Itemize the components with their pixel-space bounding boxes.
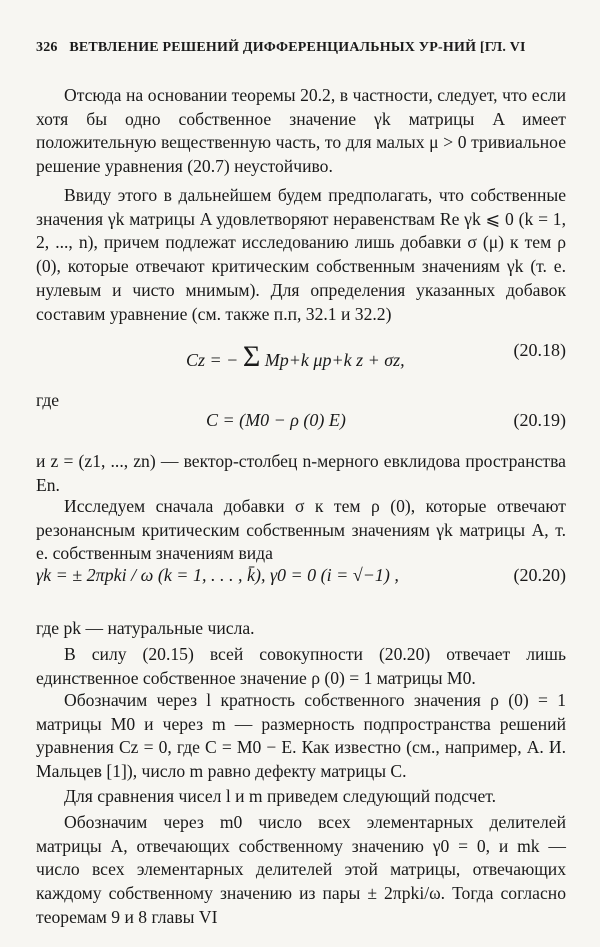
- paragraph-2: Ввиду этого в дальнейшем будем предполагать, что собственные значения γk матрицы A удовлетворяют неравенствам Re γk ⩽ 0 (k = 1, 2, ..., n), причем подлежат исследованию лишь добавки σ (μ) к тем ρ (0), которые отвечают критическим собственным значениям γk (т. е. нулевым и чисто мнимым). Для определения указанных добавок составим уравнение (см. также п.п, 32.1 и 32.2): [36, 185, 566, 324]
- paragraph-6: В силу (20.15) всей совокупности (20.20) отвечает лишь единственное собственное значение ρ (0) = 1 матрицы M0.: [36, 644, 566, 688]
- paragraph-3: и z = (z1, ..., zn) — вектор-столбец n-мерного евклидова пространства En.: [36, 451, 566, 495]
- formula-20-19-expression: C = (M0 − ρ (0) E): [206, 410, 346, 430]
- paragraph-1: Отсюда на основании теоремы 20.2, в частности, следует, что если хотя бы одно собственное значение γk матрицы A имеет положительную вещественную часть, то для малых μ > 0 тривиальное решение уравнения (20.7) неустойчиво.: [36, 85, 566, 177]
- paragraph-5: где pk — натуральные числа.: [36, 618, 255, 638]
- running-header: [36, 40, 566, 56]
- formula-20-19: [36, 410, 566, 450]
- paragraph-7: Обозначим через l кратность собственного значения ρ (0) = 1 матрицы M0 и через m — размерность подпространства решений уравнения Cz = 0, где C = M0 − E. Как известно (см., например, А. И. Мальцев [1]), число m равно дефекту матрицы C.: [36, 690, 566, 782]
- formula-20-20: [36, 565, 566, 605]
- equation-number: (20.19): [513, 410, 566, 430]
- running-title: ВЕТВЛЕНИЕ РЕШЕНИЙ ДИФФЕРЕНЦИАЛЬНЫХ УР-НИЙ [ГЛ. VI: [69, 40, 526, 55]
- formula-20-20-expression: γk = ± 2πpki / ω (k = 1, . . . , k̄), γ0 = 0 (i = √−1) ,: [36, 565, 399, 585]
- equation-number: (20.20): [513, 565, 566, 585]
- paragraph-8: Для сравнения чисел l и m приведем следующий подсчет.: [64, 786, 497, 806]
- word-gde: где: [36, 390, 60, 410]
- paragraph-4: Исследуем сначала добавки σ к тем ρ (0), которые отвечают резонансным критическим собственным значениям γk матрицы A, т. е. собственным значениям вида: [36, 496, 566, 564]
- page-number: 326: [36, 40, 58, 55]
- sum-sign: Σ: [242, 340, 261, 373]
- formula-20-18: [36, 340, 566, 380]
- formula-20-18-expression: Cz = − Σ Mp+k μp+k z + σz,: [186, 340, 405, 373]
- paragraph-9: Обозначим через m0 число всех элементарных делителей матрицы A, отвечающих собственному значению γ0 = 0, и mk — число всех элементарных делителей этой матрицы, отвечающих каждому собственному значению из пары ± 2πpki/ω. Тогда согласно теоремам 9 и 8 главы VI: [36, 812, 566, 927]
- equation-number: (20.18): [513, 340, 566, 360]
